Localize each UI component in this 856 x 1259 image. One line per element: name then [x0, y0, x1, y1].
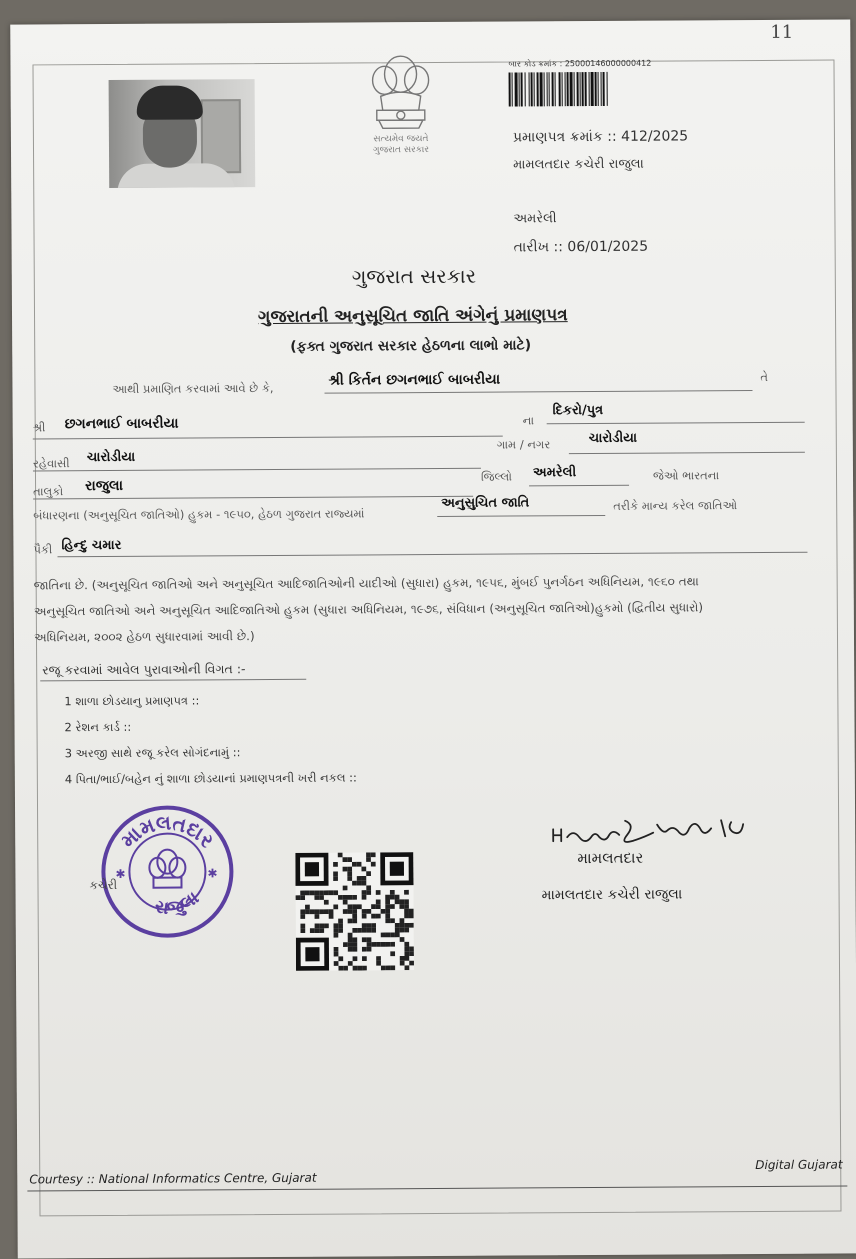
legal-paragraph-line-3: અધિનિયમ, ૨૦૦૨ હેઠળ સુધારવામાં આવી છે.): [33, 629, 255, 645]
footer-brand: Digital Gujarat: [755, 1157, 843, 1173]
certify-prefix: આથી પ્રમાણિત કરવામાં આવે છે કે,: [112, 380, 274, 396]
father-label: શ્રી: [32, 420, 46, 435]
applicant-name: શ્રી કિર્તન છગનભાઈ બાબરીયા: [328, 371, 501, 389]
evidence-title: રજૂ કરવામાં આવેલ પુરાવાઓની વિગત :-: [42, 661, 246, 678]
svg-text:✱: ✱: [115, 866, 126, 881]
legal-paragraph-line-1: જાતિના છે. (અનુસૂચિત જાતિઓ અને અનુસૂચિત આદિજાતિઓની યાદીઓ (સુધારા) હુકમ, ૧૯૫૬, મુંબઈ પુનર્ગઠન અધિનિયમ, ૧૯૬૦ તથા: [33, 574, 699, 593]
stamp-overlap-text: કચેરી: [89, 877, 118, 893]
certificate-number: 412/2025: [621, 128, 689, 145]
caste: હિન્દુ ચમાર: [61, 537, 122, 554]
signatory-designation: મામલતદાર: [577, 848, 644, 868]
issue-date-label: તારીખ ::: [513, 239, 568, 256]
emblem-caption: સત્યમેવ જયતે ગુજરાત સરકાર: [373, 134, 430, 156]
district: અમરેલી: [532, 465, 577, 481]
taluka: રાજુલા: [85, 477, 124, 495]
evidence-item-1: 1 શાળા છોડયાનુ પ્રમાણપત્ર ::: [64, 693, 200, 709]
evidence-item-4: 4 પિતા/ભાઈ/બહેન નું શાળા છોડયાનાં પ્રમાણપત્રની ખરી નકલ ::: [64, 770, 357, 787]
issue-date-row: [514, 239, 649, 256]
issuing-office: મામલતદાર કચેરી રાજુલા: [513, 156, 644, 173]
applicant-photo: [109, 79, 256, 188]
government-title: ગુજરાત સરકાર: [351, 263, 477, 289]
barcode: [509, 71, 687, 106]
barcode-block: [508, 58, 698, 106]
constitution-text: બંધારણના (અનુસૂચિત જાતિઓ) હુકમ - ૧૯૫૦, હેઠળ ગુજરાત રાજ્યમાં: [33, 506, 365, 523]
name-suffix: તે: [760, 369, 769, 385]
who-label: જેઓ ભારતના: [652, 468, 720, 483]
issue-date: 06/01/2025: [567, 238, 649, 256]
stamp-top-text: મામલતદાર: [115, 810, 220, 853]
certificate-number-row: [513, 128, 688, 145]
category: અનુસુચિત જાતિ: [441, 495, 530, 511]
certificate-number-label: પ્રમાણપત્ર ક્રમાંક ::: [512, 128, 622, 146]
relation-label: ના: [522, 413, 535, 428]
taluka-label: તાલુકો: [33, 484, 64, 499]
footer-courtesy: Courtesy :: National Informatics Centre, Gujarat: [29, 1170, 317, 1187]
header-district: અમરેલી: [513, 211, 557, 227]
caste-label: પૈકી: [33, 542, 53, 557]
svg-text:✱: ✱: [207, 866, 218, 881]
certificate-title: ગુજરાતની અનુસૂચિત જાતિ અંગેનું પ્રમાણપત્ર: [257, 305, 568, 328]
legal-paragraph-line-2: અનુસૂચિત જાતિઓ અને અનુસૂચિત આદિજાતિઓ હુકમ (સુધારા અધિનિયમ, ૧૯૭૬, સંવિધાન (અનુસૂચિત જાતિઓ)હુકમો (દ્વિતીય સુધારો): [33, 600, 704, 619]
village: ચારોડીયા: [588, 430, 638, 447]
barcode-number: બાર કોડ ક્રમાંક : 25000146000000412: [508, 58, 652, 69]
district-label: જિલ્લો: [480, 469, 513, 484]
certificate-note: (ફક્ત ગુજરાત સરકાર હેઠળના લાભો માટે): [290, 337, 532, 355]
qr-code: [295, 852, 414, 971]
recognized-text: તરીકે માન્ય કરેલ જાતિઓ: [613, 498, 738, 513]
father-name: છગનભાઈ બાબરીયા: [64, 415, 179, 433]
relation: દિકરો/પુત્ર: [552, 402, 604, 419]
corner-note: 11: [770, 21, 794, 43]
residence: ચારોડીયા: [86, 449, 136, 466]
certificate-paper: [10, 19, 856, 1258]
residence-label: રહેવાસી: [32, 456, 70, 471]
evidence-item-3: 3 અરજી સાથે રજૂ કરેલ સોગંદનામું ::: [64, 745, 241, 761]
evidence-item-2: 2 રેશન કાર્ડ ::: [64, 719, 132, 735]
signatory-office: મામલતદાર કચેરી રાજુલા: [541, 886, 683, 904]
village-label: ગામ / નગર: [496, 437, 551, 452]
mamlatdar-seal-stamp: [99, 803, 236, 940]
stamp-bottom-text: રાજુલા: [153, 887, 203, 920]
svg-text:રાજુલા: [153, 887, 203, 920]
